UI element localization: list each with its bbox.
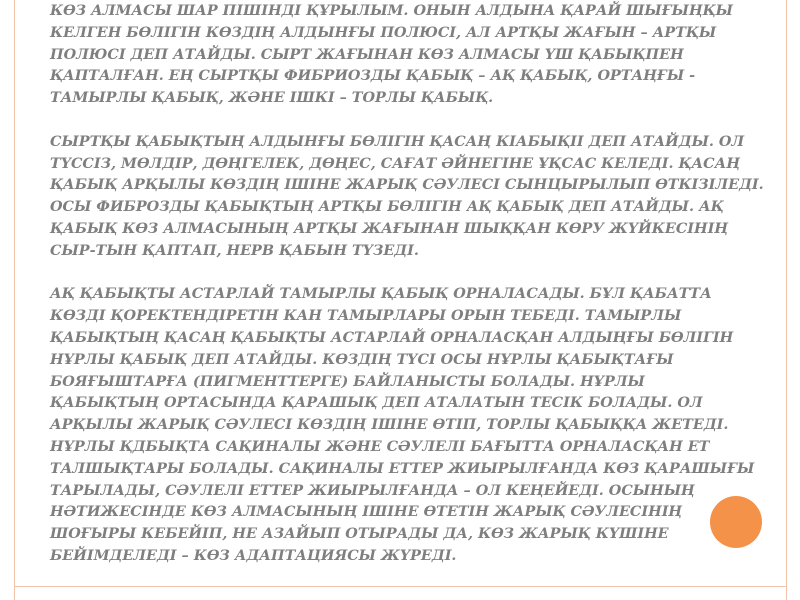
- orange-circle-decoration: [710, 496, 762, 548]
- text-line: ТАМЫРЛЫ ҚАБЫҚ, ЖӘНЕ ІШКІ – ТОРЛЫ ҚАБЫҚ.: [50, 89, 494, 107]
- text-line: КЕЛГЕН БӨЛІГІН КӨЗДІҢ АЛДЫНҒЫ ПОЛЮСІ, АЛ АРТҚЫ ЖАҒЫН – АРТҚЫ: [50, 23, 717, 41]
- text-line: ҚАПТАЛҒАН. ЕҢ СЫРТҚЫ ФИБРИОЗДЫ ҚАБЫҚ – АҚ ҚАБЫҚ, ОРТАҢҒЫ -: [50, 67, 696, 85]
- text-line: ШОҒЫРЫ КЕБЕЙІП, НЕ АЗАЙЫП ОТЫРАДЫ ДА, КӨЗ ЖАРЫҚ КҮШІНЕ: [50, 525, 669, 543]
- text-line: ТҮССІЗ, МӨЛДІР, ДӨҢГЕЛЕК, ДӨҢЕС, САҒАТ ӘЙНЕГІНЕ ҰҚСАС КЕЛЕДІ. ҚАСАҢ: [50, 154, 741, 172]
- text-line: БЕЙІМДЕЛЕДІ – КӨЗ АДАПТАЦИЯСЫ ЖҮРЕДІ.: [50, 546, 457, 564]
- text-line: НҰРЛЫ ҚДБЫҚТА САҚИНАЛЫ ЖӘНЕ СӘУЛЕЛІ БАҒЫТТА ОРНАЛАСҚАН ЕТ: [50, 437, 710, 455]
- text-line: ҚАБЫҚ АРҚЫЛЫ КӨЗДІҢ ІШІНЕ ЖАРЫҚ СӘУЛЕСІ СЫНЦЫРЫЛЫП ӨТКІЗІЛЕДІ.: [50, 176, 764, 194]
- text-line: СЫР-ТЫН ҚАПТАП, НЕРВ ҚАБЫН ТҮЗЕДІ.: [50, 241, 419, 259]
- text-line: ПОЛЮСІ ДЕП АТАЙДЫ. СЫРТ ЖАҒЫНАН КӨЗ АЛМАСЫ ҮШ ҚАБЫҚПЕН: [50, 45, 684, 63]
- frame-right-line: [786, 0, 787, 600]
- text-line: ТАЛШЫҚТАРЫ БОЛАДЫ. САҚИНАЛЫ ЕТТЕР ЖИЫРЫЛҒАНДА КӨЗ ҚАРАШЫҒЫ: [50, 459, 755, 477]
- text-line: НӘТИЖЕСІНДЕ КӨЗ АЛМАСЫНЫҢ ІШІНЕ ӨТЕТІН ЖАРЫҚ СӘУЛЕСІНІҢ: [50, 503, 683, 521]
- frame-left-line: [14, 0, 15, 600]
- text-line: КӨЗДІ ҚОРЕКТЕНДІРЕТІН КАН ТАМЫРЛАРЫ ОРЫН ТЕБЕДІ. ТАМЫРЛЫ: [50, 307, 682, 325]
- body-text: [50, 0, 768, 589]
- text-line: АРҚЫЛЫ ЖАРЫҚ СӘУЛЕСІ КӨЗДІҢ ІШІНЕ ӨТІП, ТОРЛЫ ҚАБЫҚҚА ЖЕТЕДІ.: [50, 416, 729, 434]
- text-line: БОЯҒЫШТАРҒА (ПИГМЕНТТЕРГЕ) БАЙЛАНЫСТЫ БОЛАДЫ. НҰРЛЫ: [50, 372, 645, 390]
- text-line: НҰРЛЫ ҚАБЫҚ ДЕП АТАЙДЫ. КӨЗДІҢ ТҮСІ ОСЫ НҰРЛЫ ҚАБЫҚТАҒЫ: [50, 350, 674, 368]
- text-line: ҚАБЫҚ КӨЗ АЛМАСЫНЫҢ АРТҚЫ ЖАҒЫНАН ШЫҚҚАН КӨРУ ЖҮЙКЕСІНІҢ: [50, 219, 729, 237]
- text-line: ҚАБЫҚТЫҢ ҚАСАҢ ҚАБЫҚТЫ АСТАРЛАЙ ОРНАЛАСҚАН АЛДЫҢҒЫ БӨЛІГІН: [50, 328, 734, 346]
- text-line: СЫРТҚЫ ҚАБЫҚТЫҢ АЛДЫНҒЫ БӨЛІГІН ҚАСАҢ КІАБЫҚІІ ДЕП АТАЙДЫ. ОЛ: [50, 132, 745, 150]
- paragraph-1: [50, 0, 768, 109]
- text-line: ТАРЫЛАДЫ, СӘУЛЕЛІ ЕТТЕР ЖИЫРЫЛҒАНДА – ОЛ КЕҢЕЙЕДІ. ОСЫНЫҢ: [50, 481, 695, 499]
- text-line: ҚАБЫҚТЫҢ ОРТАСЫНДА ҚАРАШЫҚ ДЕП АТАЛАТЫН ТЕСІК БОЛАДЫ. ОЛ: [50, 394, 703, 412]
- paragraph-3: [50, 283, 768, 566]
- text-line: КӨЗ АЛМАСЫ ШАР ПІШІНДІ ҚҰРЫЛЫМ. ОНЫН АЛДЫНА ҚАРАЙ ШЫҒЫҢҚЫ: [50, 2, 733, 19]
- paragraph-2: [50, 131, 768, 262]
- text-line: АҚ ҚАБЫҚТЫ АСТАРЛАЙ ТАМЫРЛЫ ҚАБЫҚ ОРНАЛАСАДЫ. БҰЛ ҚАБАТТА: [50, 285, 712, 303]
- text-line: ОСЫ ФИБРОЗДЫ ҚАБЫҚТЫҢ АРТҚЫ БӨЛІГІН АҚ ҚАБЫҚ ДЕП АТАЙДЫ. АҚ: [50, 198, 724, 216]
